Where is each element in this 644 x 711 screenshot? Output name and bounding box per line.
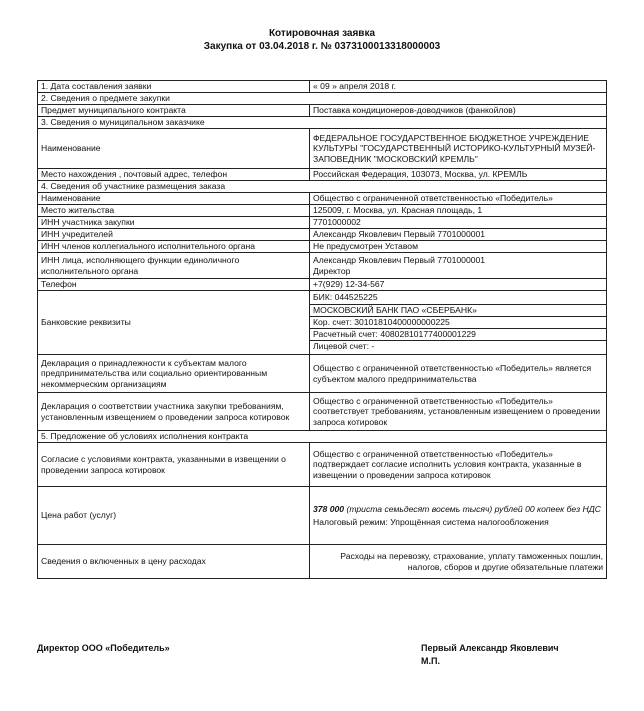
table-row [38, 279, 607, 291]
table-row [38, 443, 607, 487]
row-label: ИНН участника закупки [38, 217, 310, 229]
row-value: 125009, г. Москва, ул. Красная площадь, 1 [310, 205, 607, 217]
row-label: 1. Дата составления заявки [38, 81, 310, 93]
section-heading: 2. Сведения о предмете закупки [38, 93, 607, 105]
bank-details [310, 291, 607, 355]
bank-personal-account: Лицевой счет: - [313, 341, 375, 352]
section-row [38, 181, 607, 193]
row-value: ФЕДЕРАЛЬНОЕ ГОСУДАРСТВЕННОЕ БЮДЖЕТНОЕ УЧРЕЖДЕНИЕ КУЛЬТУРЫ "ГОСУДАРСТВЕННЫЙ ИСТОРИКО-КУЛЬТУРНЫЙ МУЗЕЙ-ЗАПОВЕДНИК "МОСКОВСКИЙ КРЕМЛЬ" [310, 129, 607, 169]
table-row [38, 487, 607, 545]
table-row [38, 193, 607, 205]
table-row [38, 217, 607, 229]
section-heading: 4. Сведения об участнике размещения заказа [38, 181, 607, 193]
table-row [38, 229, 607, 241]
table-row [38, 205, 607, 217]
section-heading: 5. Предложение об условиях исполнения контракта [38, 431, 607, 443]
table-row [38, 545, 607, 579]
table-row [38, 81, 607, 93]
row-label: Банковские реквизиты [38, 291, 310, 355]
row-value: Александр Яковлевич Первый 7701000001 [310, 229, 607, 241]
row-label: Телефон [38, 279, 310, 291]
price-text [313, 504, 603, 514]
row-label: Согласие с условиями контракта, указанными в извещении о проведении запроса котировок [38, 443, 310, 487]
tax-regime: Налоговый режим: Упрощённая система налогообложения [313, 517, 549, 527]
row-value: Общество с ограниченной ответственностью «Победитель» подтверждает согласие исполнить условия контракта, указанные в извещении о проведении запроса котировок [310, 443, 607, 487]
row-label: Декларация о соответствии участника закупки требованиям, установленным извещением о проведении запроса котировок [38, 393, 310, 431]
price-words: (триста семьдесят восемь тысяч) рублей 00 копеек без НДС [344, 503, 601, 514]
row-label: ИНН учредителей [38, 229, 310, 241]
row-value: Поставка кондиционеров-доводчиков (фанкойлов) [310, 105, 607, 117]
row-label: ИНН лица, исполняющего функции единоличного исполнительного органа [38, 253, 310, 279]
row-value: Расходы на перевозку, страхование, уплату таможенных пошлин, налогов, сборов и другие обязательные платежи [310, 545, 607, 579]
row-label: ИНН членов коллегиального исполнительного органа [38, 241, 310, 253]
row-label: Наименование [38, 193, 310, 205]
bank-name: МОСКОВСКИЙ БАНК ПАО «СБЕРБАНК» [310, 305, 606, 317]
row-value: Общество с ограниченной ответственностью «Победитель» соответствует требованиям, установленным извещением о проведении запроса котировок [310, 393, 607, 431]
table-row [38, 253, 607, 279]
section-row [38, 431, 607, 443]
quotation-table [37, 80, 607, 579]
row-value: 7701000002 [310, 217, 607, 229]
director-position: Директор [313, 265, 351, 276]
bank-corr-account: Кор. счет: 30101810400000000225 [310, 317, 606, 329]
table-row [38, 355, 607, 393]
row-value: Не предусмотрен Уставом [310, 241, 607, 253]
bank-account: Расчетный счет: 40802810177400001229 [310, 329, 606, 341]
document-title: Котировочная заявка [268, 28, 376, 39]
section-heading: 3. Сведения о муниципальном заказчике [38, 117, 607, 129]
price-amount: 378 000 [313, 503, 345, 514]
bank-bik: БИК: 044525225 [310, 292, 606, 304]
table-row [38, 129, 607, 169]
row-label: Наименование [38, 129, 310, 169]
row-value [310, 487, 607, 545]
row-label: Сведения о включенных в цену расходах [38, 545, 310, 579]
row-label: Место нахождения , почтовый адрес, телефон [38, 169, 310, 181]
table-row [38, 291, 607, 355]
section-row [38, 117, 607, 129]
stamp-label: М.П. [421, 656, 440, 666]
row-value: Общество с ограниченной ответственностью «Победитель» [310, 193, 607, 205]
row-label: Предмет муниципального контракта [38, 105, 310, 117]
table-row [38, 241, 607, 253]
table-row [38, 169, 607, 181]
row-label: Цена работ (услуг) [38, 487, 310, 545]
row-value: Российская Федерация, 103073, Москва, ул. КРЕМЛЬ [310, 169, 607, 181]
document-subtitle: Закупка от 03.04.2018 г. № 0373100013318000003 [203, 41, 441, 52]
row-value: « 09 » апреля 2018 г. [310, 81, 607, 93]
director-inn: Александр Яковлевич Первый 7701000001 [313, 255, 486, 266]
row-value: Общество с ограниченной ответственностью «Победитель» является субъектом малого предпринимательства [310, 355, 607, 393]
row-value [310, 253, 607, 279]
table-row [38, 393, 607, 431]
signature-left: Директор ООО «Победитель» [37, 643, 170, 653]
signature-name: Первый Александр Яковлевич [421, 643, 559, 653]
table-row [38, 105, 607, 117]
row-label: Декларация о принадлежности к субъектам малого предпринимательства или социально ориентированным некоммерческим организациям [38, 355, 310, 393]
row-value: +7(929) 12-34-567 [310, 279, 607, 291]
row-label: Место жительства [38, 205, 310, 217]
section-row [38, 93, 607, 105]
